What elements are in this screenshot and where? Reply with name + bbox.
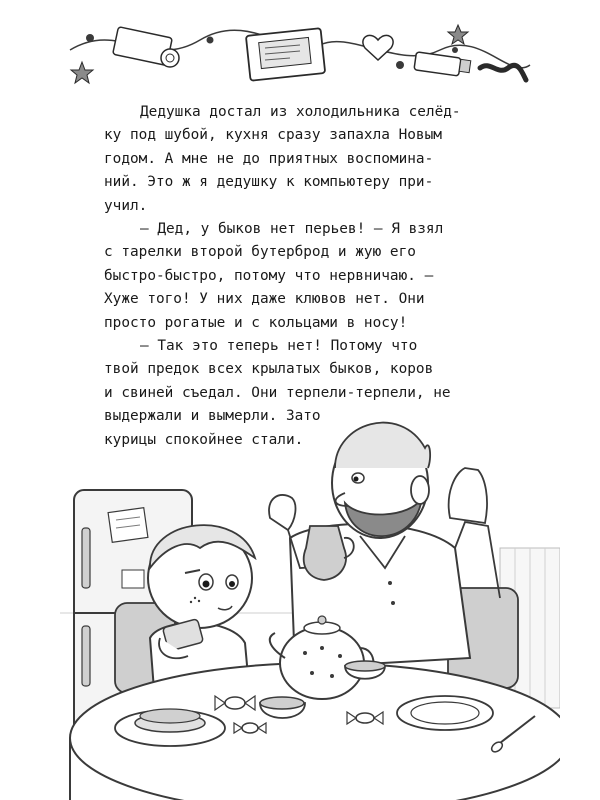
heart-icon <box>363 35 393 60</box>
text-line: Дедушка достал из холодильника селёд- <box>140 104 461 120</box>
star-icon <box>448 25 468 44</box>
paragraph-1 <box>104 101 504 218</box>
bead-icon <box>396 61 404 69</box>
cup-icon <box>260 697 305 718</box>
bead-icon <box>452 47 458 53</box>
text-line: — Так это теперь нет! Потому что <box>140 338 418 355</box>
text-line: ний. Это ж я дедушку к компьютеру при- <box>104 174 434 191</box>
star-icon <box>71 62 93 83</box>
worm-icon <box>480 65 526 80</box>
text-line: с тарелки второй бутерброд и жую его <box>104 244 416 261</box>
text-line: учил. <box>104 197 148 214</box>
tube-icon <box>414 52 471 76</box>
text-line: выдержали и вымерли. Зато <box>104 408 321 425</box>
header-ornament <box>60 10 540 90</box>
text-line: быстро-быстро, потому что нервничаю. — <box>104 267 434 284</box>
bead-icon <box>207 37 214 44</box>
text-line: ку под шубой, кухня сразу запахла Новым <box>104 127 442 144</box>
text-line: твой предок всех крылатых быков, коров <box>104 361 434 378</box>
text-line: курицы спокойнее стали. <box>104 431 304 448</box>
text-line: Хуже того! У них даже клювов нет. Они <box>104 291 425 308</box>
text-line: и свиней съедал. Они терпели-терпели, не <box>104 384 451 401</box>
text-line: — Дед, у быков нет перьев! — Я взял <box>140 221 444 238</box>
cup-icon <box>345 661 385 679</box>
plate-icon <box>115 709 225 746</box>
text-line: годом. А мне не до приятных воспомина- <box>104 150 434 167</box>
kitchen-illustration <box>60 398 560 800</box>
scroll-icon <box>113 27 179 67</box>
text-line: просто рогатые и с кольцами в носу! <box>104 314 408 331</box>
plate-icon <box>397 696 493 730</box>
book-icon <box>246 28 325 81</box>
paragraph-2 <box>104 218 504 335</box>
bead-icon <box>86 34 94 42</box>
